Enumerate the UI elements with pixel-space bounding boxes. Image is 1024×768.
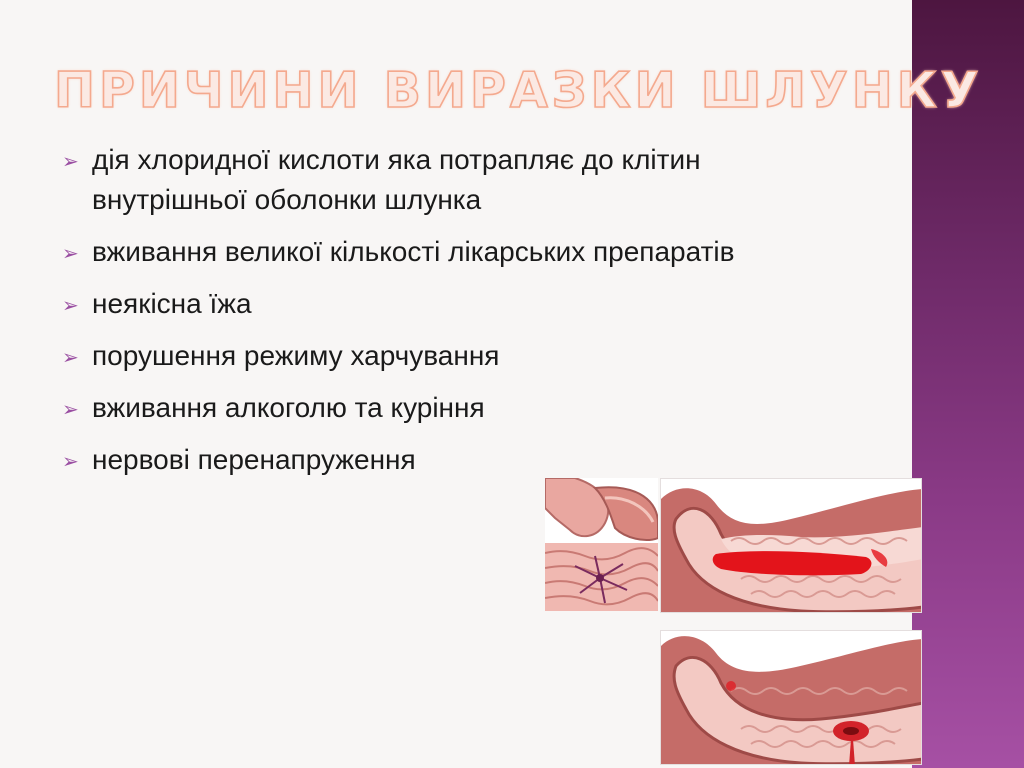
arrow-bullet-icon: ➢: [62, 149, 79, 173]
bullet-text: вживання алкоголю та куріння: [92, 392, 485, 423]
slide-title: ПРИЧИНИ ВИРАЗКИ ШЛУНКУ: [54, 62, 983, 119]
bullet-list: [62, 140, 822, 492]
bullet-text: вживання великої кількості лікарських препаратів: [92, 236, 735, 267]
stomach-cross-section-image: [660, 478, 922, 613]
bullet-text: порушення режиму харчування: [92, 340, 500, 371]
arrow-bullet-icon: ➢: [62, 449, 79, 473]
list-item: [62, 232, 822, 272]
list-item: [62, 440, 822, 480]
stomach-ulcer-image: [660, 630, 922, 765]
bullet-text: неякісна їжа: [92, 288, 252, 319]
list-item: [62, 388, 822, 428]
list-item: [62, 336, 822, 376]
list-item: [62, 284, 822, 324]
bullet-text: дія хлоридної кислоти яка потрапляє до клітин внутрішньої оболонки шлунка: [92, 144, 701, 215]
arrow-bullet-icon: ➢: [62, 345, 79, 369]
bullet-text: нервові перенапруження: [92, 444, 416, 475]
arrow-bullet-icon: ➢: [62, 397, 79, 421]
arrow-bullet-icon: ➢: [62, 293, 79, 317]
arrow-bullet-icon: ➢: [62, 241, 79, 265]
list-item: [62, 140, 822, 220]
stomach-wall-closeup-image: [545, 478, 658, 611]
